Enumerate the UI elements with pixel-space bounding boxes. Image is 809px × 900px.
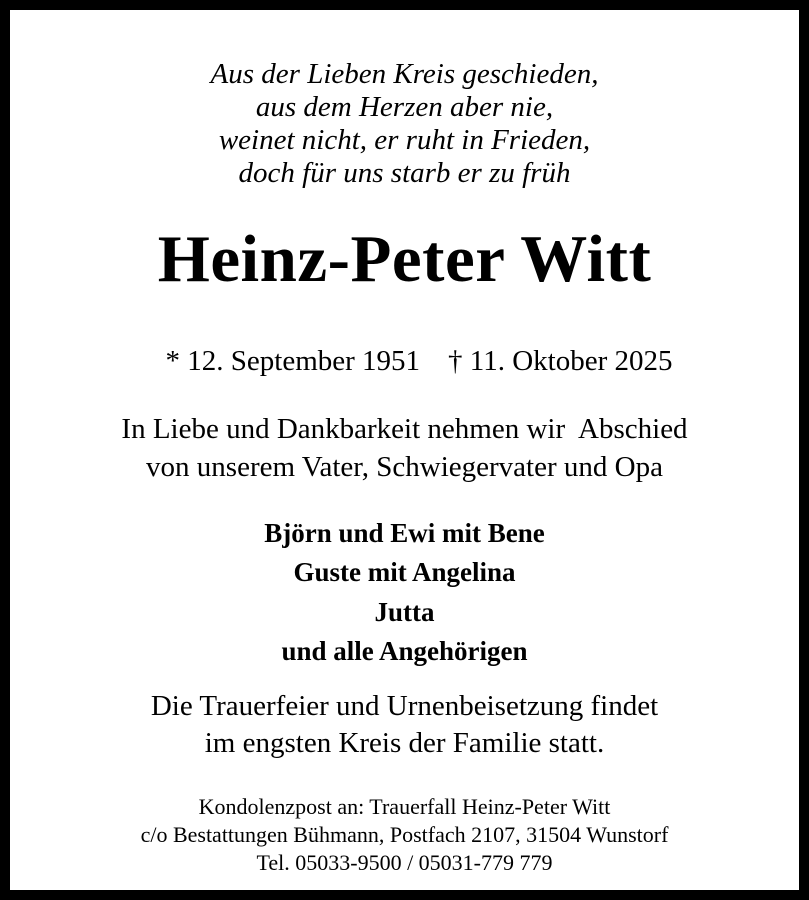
- contact-line-3: Tel. 05033-9500 / 05031-779 779: [256, 850, 553, 875]
- verse-line-1: Aus der Lieben Kreis geschieden,: [210, 58, 599, 90]
- ceremony-line-2: im engsten Kreis der Familie statt.: [204, 727, 605, 759]
- mourner-line-3: Jutta: [374, 597, 435, 627]
- farewell-line-2: von unserem Vater, Schwiegervater und Opa: [146, 451, 663, 483]
- verse-line-3: weinet nicht, er ruht in Frieden,: [218, 124, 591, 156]
- farewell-line-1: In Liebe und Dankbarkeit nehmen wir Abschied: [121, 413, 688, 445]
- contact-line-2: c/o Bestattungen Bühmann, Postfach 2107, 31504 Wunstorf: [140, 822, 669, 847]
- deceased-name: Heinz-Peter Witt: [157, 222, 652, 296]
- verse-line-4: doch für uns starb er zu früh: [238, 157, 571, 189]
- mourner-line-1: Björn und Ewi mit Bene: [264, 518, 545, 548]
- life-dates: [10, 318, 799, 405]
- mourner-line-4: und alle Angehörigen: [281, 636, 528, 666]
- birth-date: * 12. September 1951: [165, 345, 421, 377]
- contact-line-1: Kondolenzpost an: Trauerfall Heinz-Peter Witt: [198, 794, 611, 819]
- verse-line-2: aus dem Herzen aber nie,: [255, 91, 554, 123]
- death-date: † 11. Oktober 2025: [448, 345, 673, 377]
- mourner-line-2: Guste mit Angelina: [293, 557, 516, 587]
- ceremony-line-1: Die Trauerfeier und Urnenbeisetzung findet: [150, 690, 659, 722]
